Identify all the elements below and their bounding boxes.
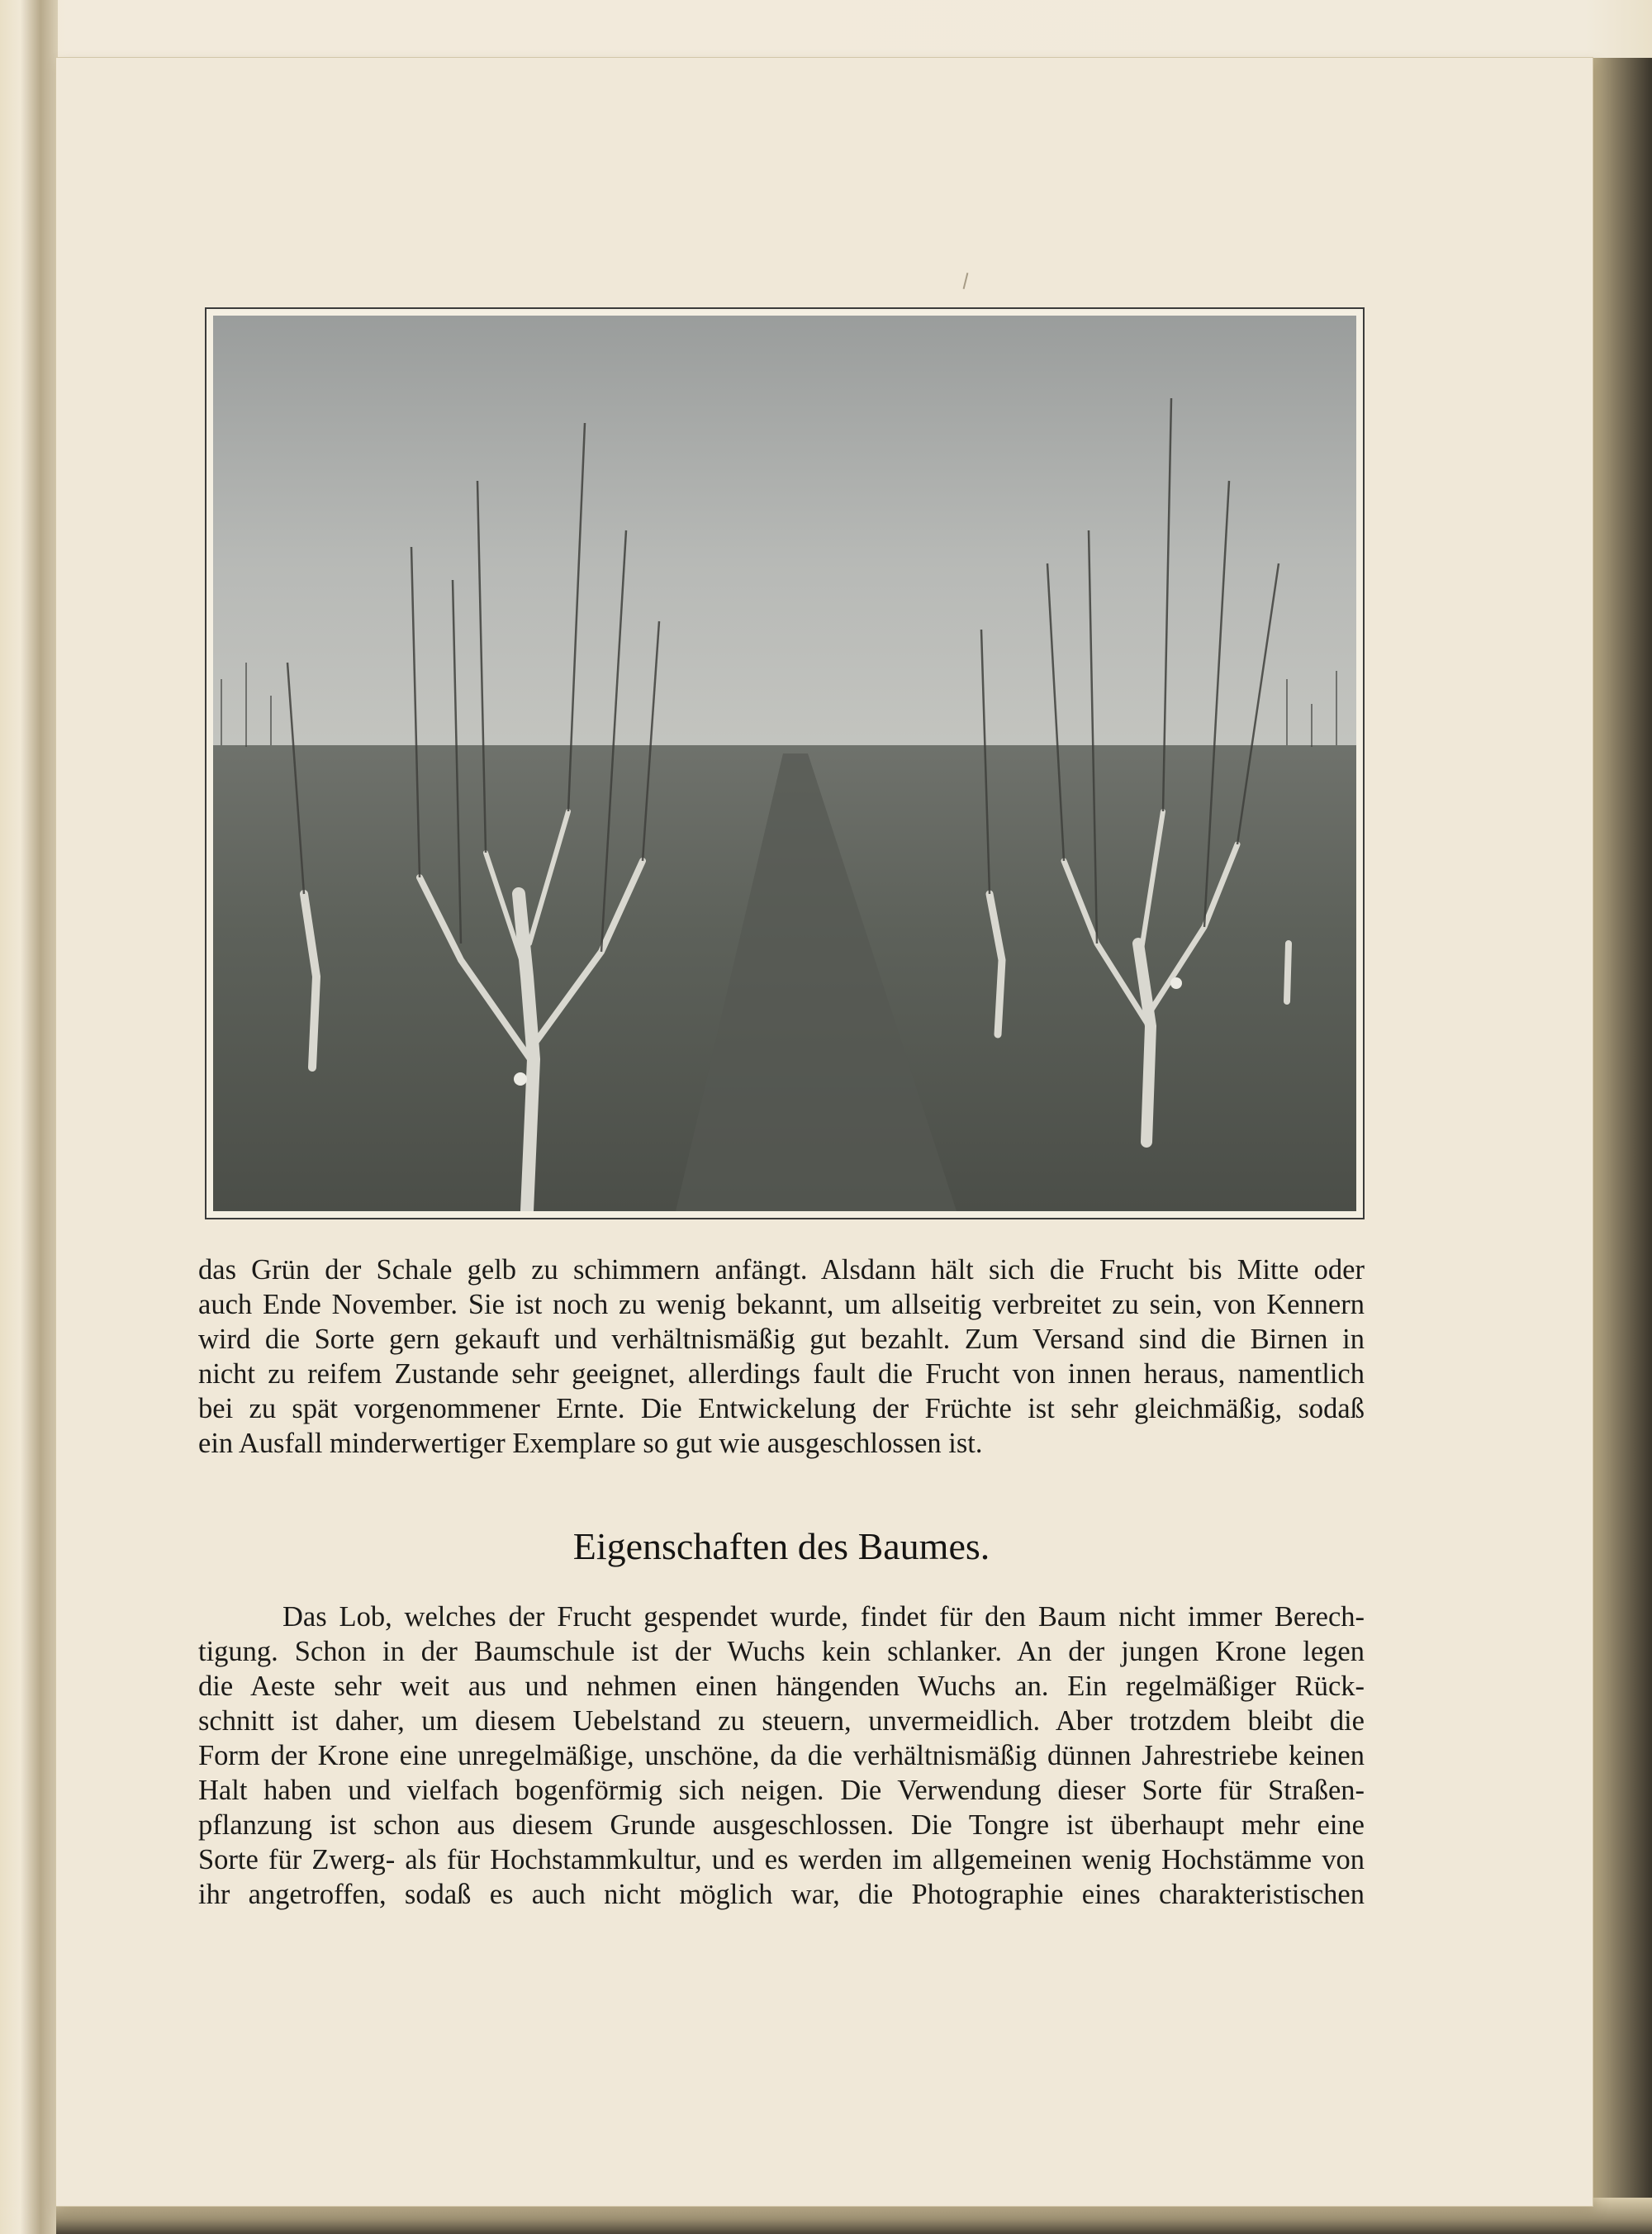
text-line: auch Ende November. Sie ist noch zu wenig bekannt, um allseitig verbreitet zu sein, von Kennern: [198, 1289, 1365, 1320]
text-line: tigung. Schon in der Baumschule ist der Wuchs kein schlanker. An der jungen Krone legen: [198, 1636, 1365, 1667]
text-line: ihr angetroffen, sodaß es auch nicht möglich war, die Photographie eines charakteristischen: [198, 1879, 1365, 1910]
book-spine: [0, 0, 58, 2234]
text-line: Form der Krone eine unregelmäßige, unschöne, da die verhältnismäßig dünnen Jahrestriebe keinen: [198, 1740, 1365, 1771]
text-line: wird die Sorte gern gekauft und verhältnismäßig gut bezahlt. Zum Versand sind die Birnen in: [198, 1324, 1365, 1355]
orchard-photo-image: [213, 316, 1356, 1211]
text-line: schnitt ist daher, um diesem Uebelstand zu steuern, unvermeidlich. Aber trotzdem bleibt die: [198, 1705, 1365, 1737]
paragraph-fruit-description: [198, 1252, 1365, 1461]
section-heading: Eigenschaften des Baumes.: [572, 1525, 990, 1567]
page-edge-right: [1586, 58, 1652, 2234]
text-line: pflanzung ist schon aus diesem Grunde ausgeschlossen. Die Tongre ist überhaupt mehr eine: [198, 1809, 1365, 1841]
text-line: nicht zu reifem Zustande sehr geeignet, allerdings fault die Frucht von innen heraus, namentlich: [198, 1358, 1365, 1390]
text-line: das Grün der Schale gelb zu schimmern anfängt. Alsdann hält sich die Frucht bis Mitte oder: [198, 1254, 1365, 1286]
text-line: Das Lob, welches der Frucht gespendet wurde, findet für den Baum nicht immer Berech-: [282, 1601, 1365, 1633]
text-line: die Aeste sehr weit aus und nehmen einen hängenden Wuchs an. Ein regelmäßiger Rück-: [198, 1671, 1365, 1702]
text-line: Sorte für Zwerg- als für Hochstammkultur, und es werden im allgemeinen wenig Hochstämme von: [198, 1844, 1365, 1875]
paragraph-tree-properties: [198, 1599, 1365, 1912]
text-line: ein Ausfall minderwertiger Exemplare so gut wie ausgeschlossen ist.: [198, 1428, 983, 1459]
text-line: bei zu spät vorgenommener Ernte. Die Entwickelung der Früchte ist sehr gleichmäßig, sodaß: [198, 1393, 1365, 1424]
orchard-photograph: [205, 307, 1365, 1219]
text-line: Halt haben und vielfach bogenförmig sich neigen. Die Verwendung dieser Sorte für Straßen-: [198, 1775, 1365, 1806]
